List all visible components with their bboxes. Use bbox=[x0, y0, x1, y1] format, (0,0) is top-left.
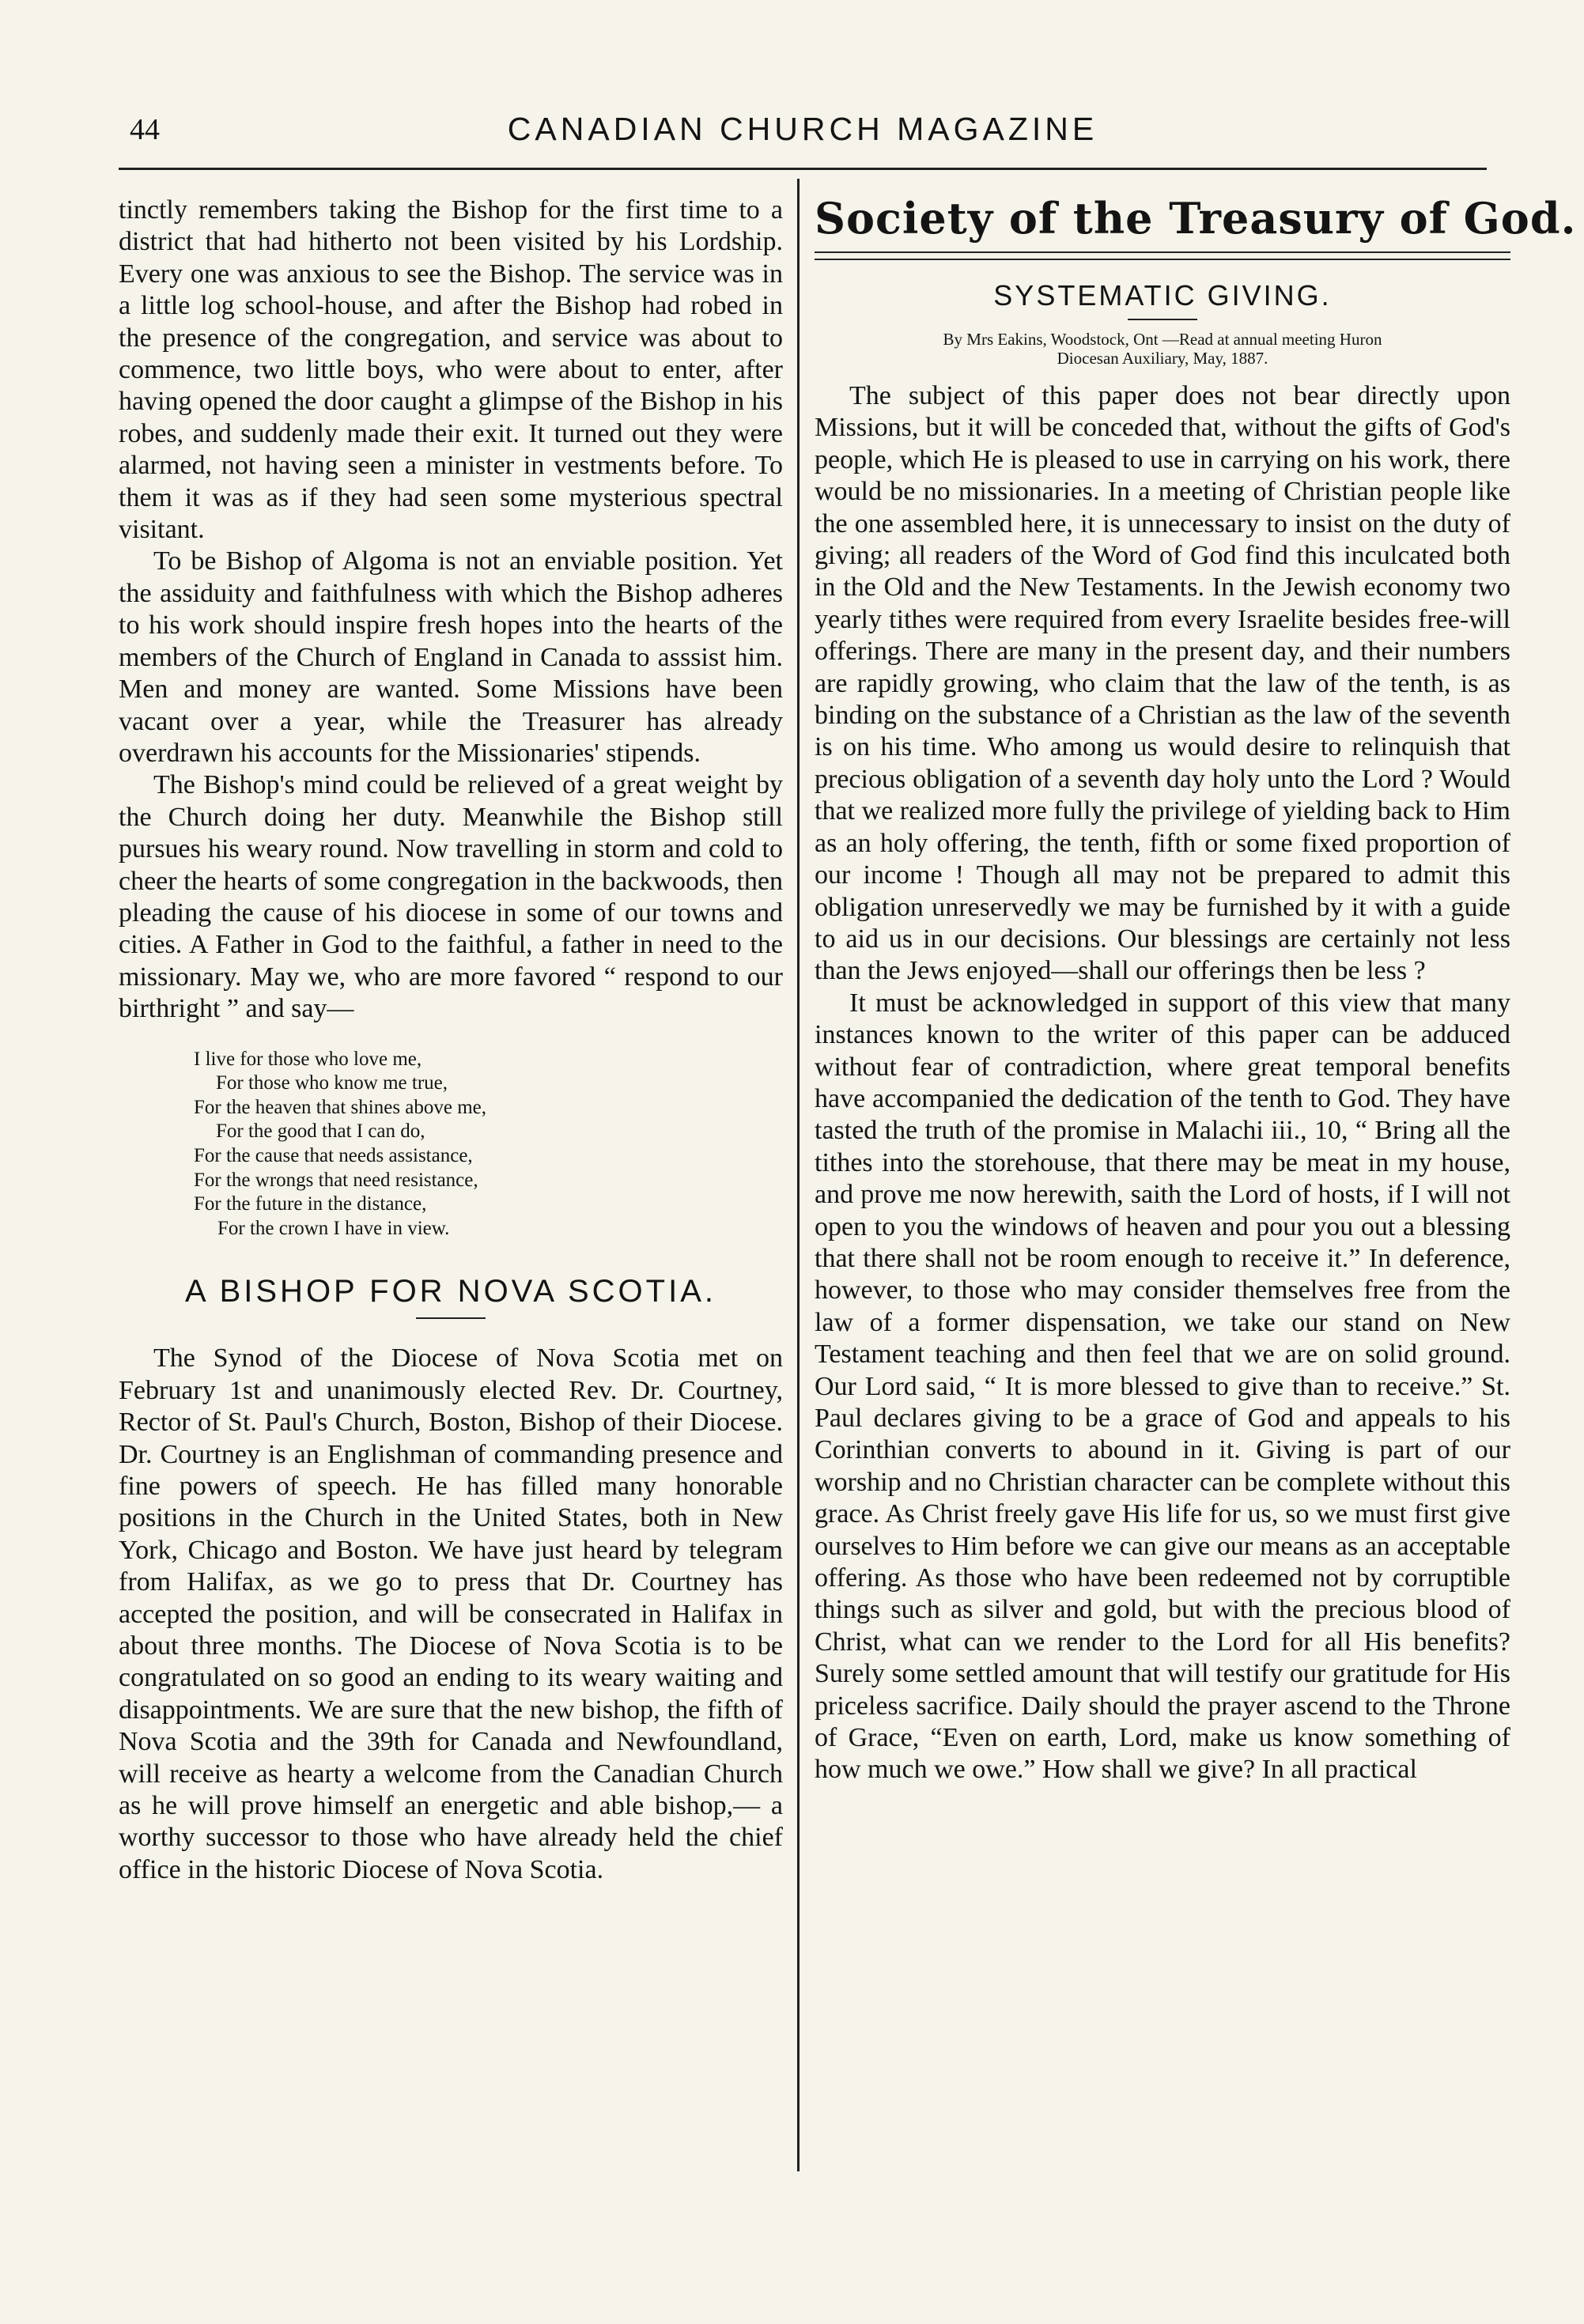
poem-line: For the cause that needs assistance, bbox=[194, 1144, 473, 1166]
paragraph: To be Bishop of Algoma is not an enviable position. Yet the assiduity and faithfulness with which the Bishop adheres to his work should inspire fresh hopes into the hearts of the members of the Church of England in Canada to asssist him. Men and money are wanted. Some Missions have been vacant over a year, while the Treasurer has already overdrawn his accounts for the Missionaries' stipends. bbox=[119, 546, 783, 768]
running-title: CANADIAN CHURCH MAGAZINE bbox=[507, 111, 1098, 147]
paragraph: It must be acknowledged in support of this view that many instances known to the writer of this paper can be adduced without fear of contradiction, where great temporal benefits have accompanied the dedication of the tenth to God. They have tasted the truth of the promise in Malachi iii., 10, “ Bring all the tithes into the storehouse, that there may be meat in my house, and prove me now herewith, saith the Lord of hosts, if I will not open to you the windows of heaven and pour you out a blessing that there shall not be room enough to receive it.” In deference, however, to those who may consider themselves free from the law of a former dispensation, we take our stand on New Testament teaching and then feel that we are on solid ground. Our Lord said, “ It is more blessed to give than to receive.” St. Paul declares giving to be a grace of God and appeals to his Corinthian converts to abound in it. Giving is part of our worship and no Christian character can be complete without this grace. As Christ freely gave His life for us, so we must first give ourselves to Him before we can give our means as an acceptable offering. As those who have been redeemed not by corruptible things such as silver and gold, but with the precious blood of Christ, what can we render to the Lord for all His benefits? Surely some settled amount that will testify our gratitude for His priceless sacrifice. Daily should the prayer ascend to the Throne of Grace, “Even on earth, Lord, make us know something of how much we owe.” How shall we give? In all practical bbox=[815, 988, 1510, 1785]
society-heading: Society of the Treasury of God. bbox=[815, 193, 1577, 244]
page-number: 44 bbox=[130, 113, 160, 146]
article-title: SYSTEMATIC GIVING. bbox=[993, 279, 1332, 312]
poem-line: For the wrongs that need resistance, bbox=[194, 1169, 478, 1191]
header-rule bbox=[119, 168, 1487, 170]
poem-line: For the good that I can do, bbox=[216, 1120, 425, 1143]
page-header bbox=[119, 104, 1487, 152]
poem-line: For the future in the distance, bbox=[194, 1193, 427, 1215]
short-rule bbox=[1128, 319, 1197, 320]
byline-line: By Mrs Eakins, Woodstock, Ont —Read at annual meeting Huron bbox=[943, 330, 1382, 349]
right-column bbox=[815, 193, 1577, 1786]
poem-line: For those who know me true, bbox=[216, 1072, 448, 1094]
column-divider bbox=[797, 179, 800, 2171]
paragraph: The Bishop's mind could be relieved of a great weight by the Church doing her duty. Meanwhile the Bishop still pursues his weary round. Now travelling in storm and cold to cheer the hearts of some congregation in the backwoods, then pleading the cause of his diocese in some of our towns and cities. A Father in God to the faithful, a father in need to the missionary. May we, who are more favored “ respond to our birthright ” and say— bbox=[119, 770, 783, 1024]
byline-line: Diocesan Auxiliary, May, 1887. bbox=[1057, 349, 1268, 368]
short-rule bbox=[416, 1317, 486, 1319]
left-column bbox=[119, 195, 783, 1886]
section-heading: A BISHOP FOR NOVA SCOTIA. bbox=[185, 1274, 716, 1309]
paragraph: The Synod of the Diocese of Nova Scotia met on February 1st and unanimously elected Rev. Dr. Courtney, Rector of St. Paul's Church, Boston, Bishop of their Diocese. Dr. Courtney is an Englishman of commanding presence and fine powers of speech. He has filled many honorable positions in the Church in the United States, both in New York, Chicago and Boston. We have just heard by telegram from Halifax, as we go to press that Dr. Courtney has accepted the position, and will be consecrated in Halifax in about three months. The Diocese of Nova Scotia is to be congratulated on so good an ending to its weary waiting and disappointments. We are sure that the new bishop, the fifth of Nova Scotia and the 39th for Canada and Newfoundland, will receive as hearty a welcome from the Canadian Church as he will prove himself an energetic and able bishop,— a worthy successor to those who have already held the chief office in the historic Diocese of Nova Scotia. bbox=[119, 1343, 783, 1884]
paragraph: The subject of this paper does not bear directly upon Missions, but it will be conceded that, without the gifts of God's people, which He is pleased to use in carrying on his work, there would be no missionaries. In a meeting of Christian people like the one assembled here, it is unnecessary to insist on the duty of giving; all readers of the Word of God find this inculcated both in the Old and the New Testaments. In the Jewish economy two yearly tithes were required from every Israelite besides free-will offerings. There are many in the present day, and their numbers are rapidly growing, who claim that the law of the tenth, is as binding on the substance of a Christian as the law of the seventh is on his time. Who among us would desire to relinquish that precious obligation of a seventh day holy unto the Lord ? Would that we realized more fully the privilege of yielding back to Him as an holy offering, the tenth, fifth or some fixed proportion of our income ! Though all may not be prepared to admit this obligation unreservedly we may be furnished by it with a guide to aid us in our decisions. Our blessings are certainly not less than the Jews enjoyed—shall our offerings then be less ? bbox=[815, 381, 1510, 986]
paragraph: tinctly remembers taking the Bishop for the first time to a district that had hitherto not been visited by his Lordship. Every one was anxious to see the Bishop. The service was in a little log school-house, and after the Bishop had robed in the presence of the congregation, and service was about to commence, two little boys, who were about to enter, after having opened the door caught a glimpse of the Bishop in his robes, and suddenly made their exit. It turned out they were alarmed, not having seen a minister in vestments before. To them it was as if they had seen some mysterious spectral visitant. bbox=[119, 195, 783, 545]
byline bbox=[815, 330, 1510, 368]
double-rule bbox=[815, 251, 1510, 260]
poem-line: For the crown I have in view. bbox=[217, 1217, 450, 1239]
poem bbox=[194, 1048, 783, 1241]
poem-line: For the heaven that shines above me, bbox=[194, 1096, 487, 1118]
poem-line: I live for those who love me, bbox=[194, 1048, 422, 1070]
